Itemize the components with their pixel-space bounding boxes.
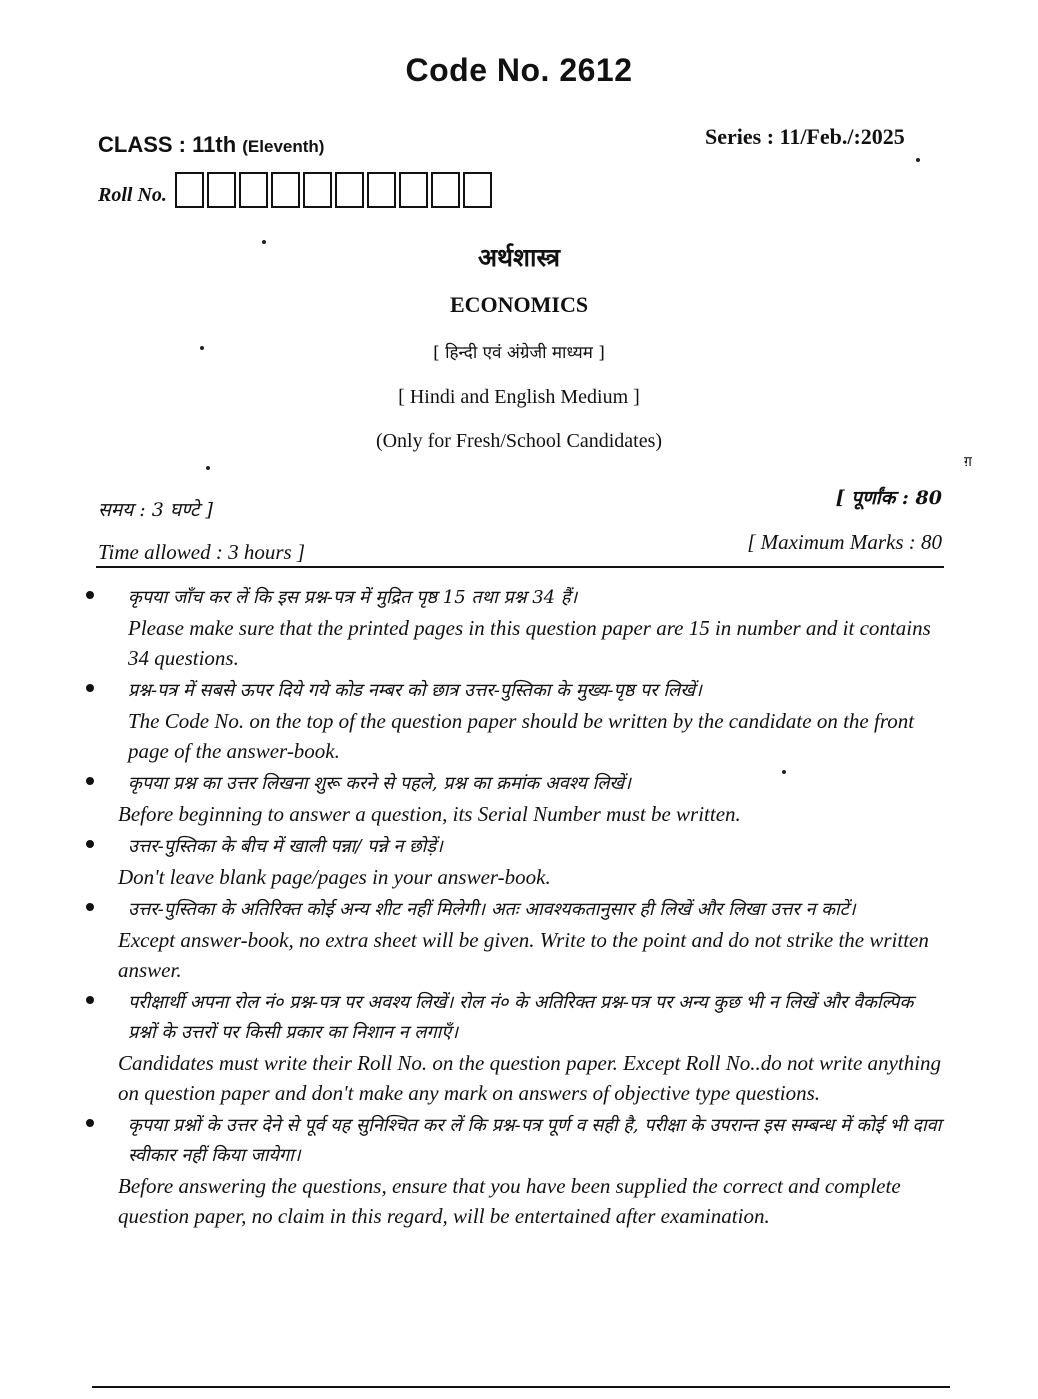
speck	[262, 240, 266, 244]
subject-title-hindi: अर्थशास्त्र	[477, 243, 561, 272]
instruction-item	[82, 895, 944, 985]
instruction-hindi: उत्तर-पुस्तिका के अतिरिक्त कोई अन्य शीट नहीं मिलेगी। अतः आवश्यकतानुसार ही लिखें और लिखा उत्तर न काटें।	[128, 899, 856, 920]
roll-number-box[interactable]	[207, 172, 236, 208]
max-marks-english: [ Maximum Marks : 80	[747, 530, 942, 554]
bullet-icon	[86, 591, 94, 599]
medium-english: [ Hindi and English Medium ]	[398, 386, 640, 408]
time-allowed-english: Time allowed : 3 hours ]	[98, 540, 306, 564]
instruction-hindi: कृपया जाँच कर लें कि इस प्रश्न-पत्र में मुद्रित पृष्ठ 15 तथा प्रश्न 34 हैं।	[128, 587, 578, 608]
roll-number-box[interactable]	[175, 172, 204, 208]
speck	[206, 466, 210, 470]
instruction-hindi: कृपया प्रश्नों के उत्तर देने से पूर्व यह सुनिश्चित कर लें कि प्रश्न-पत्र पूर्ण व सही है, परीक्षा के उपरान्त इस सम्बन्ध में कोई भी दावा स्वीकार नहीं किया जायेगा।	[128, 1115, 942, 1166]
instruction-hindi: कृपया प्रश्न का उत्तर लिखना शुरू करने से पहले, प्रश्न का क्रमांक अवश्य लिखें।	[128, 773, 631, 794]
candidates-note: (Only for Fresh/School Candidates)	[375, 430, 663, 452]
instruction-hindi: उत्तर-पुस्तिका के बीच में खाली पन्ना/ पन्ने न छोड़ें।	[128, 836, 443, 857]
bullet-icon	[86, 840, 94, 848]
instruction-english: Before answering the questions, ensure that you have been supplied the correct and complete question paper, no claim in this regard, will be entertained after examination.	[118, 1174, 901, 1228]
divider-rule	[96, 566, 944, 568]
subject-title-english: ECONOMICS	[449, 292, 589, 317]
speck	[916, 158, 920, 162]
roll-number-box[interactable]	[271, 172, 300, 208]
instruction-item	[82, 1111, 944, 1231]
instruction-hindi: प्रश्न-पत्र में सबसे ऊपर दिये गये कोड नम्बर को छात्र उत्तर-पुस्तिका के मुख्य-पृष्ठ पर लिखें।	[128, 680, 702, 701]
instruction-english: The Code No. on the top of the question paper should be written by the candidate on the front page of the answer-book.	[128, 709, 915, 763]
medium-hindi: [ हिन्दी एवं अंग्रेजी माध्यम ]	[433, 343, 605, 363]
instruction-item	[82, 583, 944, 673]
roll-number-box[interactable]	[431, 172, 460, 208]
roll-number-box[interactable]	[335, 172, 364, 208]
roll-number-box[interactable]	[303, 172, 332, 208]
margin-mark: ग़	[964, 454, 972, 470]
bottom-rule	[92, 1386, 950, 1388]
instruction-english: Please make sure that the printed pages in this question paper are 15 in number and it contains 34 questions.	[128, 616, 931, 670]
code-number: Code No. 2612	[405, 52, 633, 88]
instruction-item	[82, 988, 944, 1108]
roll-number-box[interactable]	[239, 172, 268, 208]
class-value: CLASS : 11th	[98, 132, 237, 157]
instruction-item	[82, 769, 944, 829]
instruction-english: Don't leave blank page/pages in your answer-book.	[118, 865, 551, 889]
speck	[782, 770, 786, 774]
time-allowed-hindi: समय : 3 घण्टे ]	[98, 499, 213, 521]
instructions-list	[82, 583, 944, 1234]
bullet-icon	[86, 777, 94, 785]
bullet-icon	[86, 903, 94, 911]
instruction-item	[82, 832, 944, 892]
bullet-icon	[86, 996, 94, 1004]
class-paren: (Eleventh)	[242, 137, 325, 156]
roll-number-box[interactable]	[399, 172, 428, 208]
bullet-icon	[86, 684, 94, 692]
instruction-english: Before beginning to answer a question, its Serial Number must be written.	[118, 802, 741, 826]
max-marks-hindi: [ पूर्णांक : 80	[835, 487, 942, 509]
roll-number-row	[98, 172, 495, 208]
instruction-english: Candidates must write their Roll No. on the question paper. Except Roll No..do not write anything on question paper and don't make any mark on answers of objective type questions.	[118, 1051, 942, 1105]
roll-number-boxes	[175, 172, 495, 208]
bullet-icon	[86, 1119, 94, 1127]
roll-number-box[interactable]	[463, 172, 492, 208]
series-label: Series : 11/Feb./:2025	[705, 124, 905, 149]
roll-label: Roll No.	[98, 183, 167, 206]
instruction-english: Except answer-book, no extra sheet will be given. Write to the point and do not strike the written answer.	[118, 928, 929, 982]
instruction-item	[82, 676, 944, 766]
speck	[200, 346, 204, 350]
class-label	[98, 132, 324, 158]
instruction-hindi: परीक्षार्थी अपना रोल नं० प्रश्न-पत्र पर अवश्य लिखें। रोल नं० के अतिरिक्त प्रश्न-पत्र पर अन्य कुछ भी न लिखें और वैकल्पिक प्रश्नों के उत्तरों पर किसी प्रकार का निशान न लगाएँ।	[128, 992, 914, 1043]
roll-number-box[interactable]	[367, 172, 396, 208]
